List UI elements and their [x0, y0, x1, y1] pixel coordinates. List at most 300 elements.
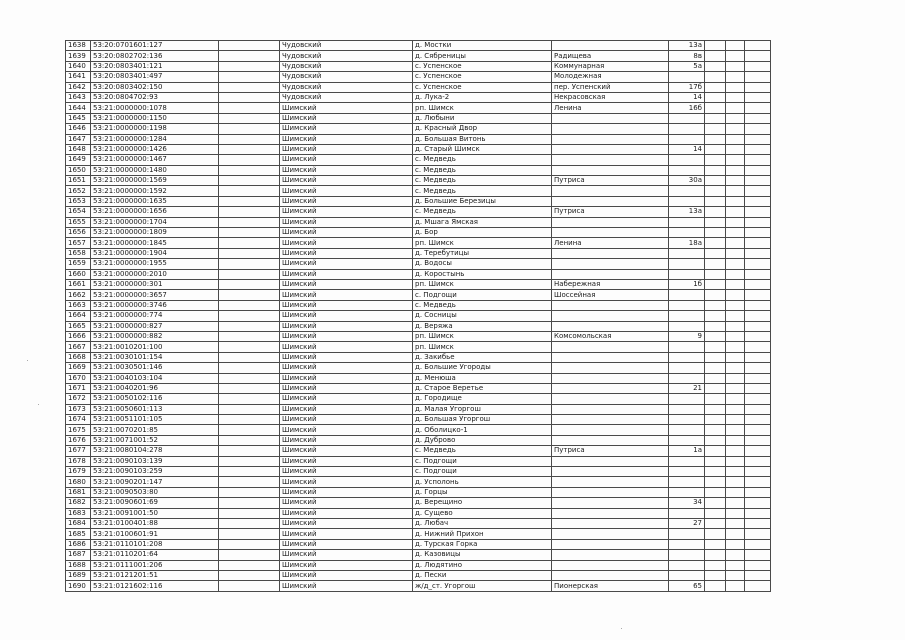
table-row: [66, 404, 771, 414]
settlement-cell: с. Медведь: [413, 300, 552, 310]
cadastral-number-cell: 53:21:0051101:105: [91, 415, 219, 425]
row-number-cell: 1686: [66, 539, 91, 549]
house-number-cell: 5а: [669, 61, 705, 71]
empty-cell: [745, 82, 771, 92]
blank-cell: [219, 404, 280, 414]
table-row: [66, 155, 771, 165]
street-cell: [552, 456, 669, 466]
district-cell: Шимский: [280, 165, 413, 175]
settlement-cell: д. Малая Угоргош: [413, 404, 552, 414]
empty-cell: [745, 560, 771, 570]
empty-cell: [705, 415, 726, 425]
settlement-cell: с. Медведь: [413, 165, 552, 175]
cadastral-number-cell: 53:21:0090103:259: [91, 467, 219, 477]
house-number-cell: 27: [669, 518, 705, 528]
house-number-cell: [669, 352, 705, 362]
street-cell: [552, 321, 669, 331]
house-number-cell: [669, 290, 705, 300]
empty-cell: [726, 518, 745, 528]
empty-cell: [745, 113, 771, 123]
row-number-cell: 1683: [66, 508, 91, 518]
house-number-cell: 1а: [669, 446, 705, 456]
district-cell: Шимский: [280, 508, 413, 518]
cadastral-number-cell: 53:21:0000000:1904: [91, 248, 219, 258]
row-number-cell: 1687: [66, 550, 91, 560]
street-cell: [552, 529, 669, 539]
blank-cell: [219, 394, 280, 404]
blank-cell: [219, 248, 280, 258]
cadastral-number-cell: 53:21:0000000:2010: [91, 269, 219, 279]
blank-cell: [219, 186, 280, 196]
row-number-cell: 1659: [66, 259, 91, 269]
row-number-cell: 1682: [66, 498, 91, 508]
cadastral-number-cell: 53:21:0000000:1845: [91, 238, 219, 248]
table-row: [66, 134, 771, 144]
empty-cell: [726, 290, 745, 300]
district-cell: Шимский: [280, 269, 413, 279]
empty-cell: [726, 92, 745, 102]
cadastral-number-cell: 53:21:0030501:146: [91, 363, 219, 373]
district-cell: Шимский: [280, 196, 413, 206]
row-number-cell: 1677: [66, 446, 91, 456]
blank-cell: [219, 477, 280, 487]
blank-cell: [219, 176, 280, 186]
settlement-cell: рп. Шимск: [413, 279, 552, 289]
blank-cell: [219, 238, 280, 248]
blank-cell: [219, 72, 280, 82]
street-cell: Некрасовская: [552, 92, 669, 102]
empty-cell: [726, 51, 745, 61]
row-number-cell: 1649: [66, 155, 91, 165]
district-cell: Шимский: [280, 279, 413, 289]
row-number-cell: 1647: [66, 134, 91, 144]
table-row: [66, 279, 771, 289]
house-number-cell: [669, 456, 705, 466]
blank-cell: [219, 228, 280, 238]
cadastral-number-cell: 53:21:0000000:1150: [91, 113, 219, 123]
district-cell: Шимский: [280, 176, 413, 186]
cadastral-number-cell: 53:21:0000000:1809: [91, 228, 219, 238]
blank-cell: [219, 415, 280, 425]
district-cell: Шимский: [280, 435, 413, 445]
table-row: [66, 41, 771, 51]
house-number-cell: [669, 155, 705, 165]
empty-cell: [726, 103, 745, 113]
settlement-cell: рп. Шимск: [413, 103, 552, 113]
cadastral-number-cell: 53:21:0090503:80: [91, 487, 219, 497]
house-number-cell: 14: [669, 144, 705, 154]
settlement-cell: с. Медведь: [413, 186, 552, 196]
row-number-cell: 1667: [66, 342, 91, 352]
district-cell: Шимский: [280, 570, 413, 580]
blank-cell: [219, 113, 280, 123]
empty-cell: [745, 363, 771, 373]
empty-cell: [705, 498, 726, 508]
empty-cell: [745, 425, 771, 435]
row-number-cell: 1639: [66, 51, 91, 61]
house-number-cell: [669, 373, 705, 383]
empty-cell: [745, 228, 771, 238]
district-cell: Шимский: [280, 550, 413, 560]
house-number-cell: 9: [669, 331, 705, 341]
blank-cell: [219, 570, 280, 580]
house-number-cell: [669, 269, 705, 279]
cadastral-number-cell: 53:21:0121602:116: [91, 581, 219, 591]
district-cell: Чудовский: [280, 82, 413, 92]
house-number-cell: [669, 467, 705, 477]
cadastral-number-cell: 53:21:0110101:208: [91, 539, 219, 549]
table-row: [66, 217, 771, 227]
settlement-cell: с. Медведь: [413, 207, 552, 217]
house-number-cell: [669, 342, 705, 352]
row-number-cell: 1657: [66, 238, 91, 248]
empty-cell: [705, 446, 726, 456]
settlement-cell: д. Бор: [413, 228, 552, 238]
empty-cell: [745, 446, 771, 456]
empty-cell: [705, 113, 726, 123]
empty-cell: [745, 259, 771, 269]
settlement-cell: д. Сосницы: [413, 311, 552, 321]
empty-cell: [745, 238, 771, 248]
street-cell: [552, 498, 669, 508]
row-number-cell: 1666: [66, 331, 91, 341]
blank-cell: [219, 321, 280, 331]
empty-cell: [726, 508, 745, 518]
district-cell: Шимский: [280, 155, 413, 165]
empty-cell: [705, 228, 726, 238]
blank-cell: [219, 487, 280, 497]
street-cell: [552, 373, 669, 383]
settlement-cell: д. Лука-2: [413, 92, 552, 102]
row-number-cell: 1641: [66, 72, 91, 82]
settlement-cell: д. Казовицы: [413, 550, 552, 560]
settlement-cell: рп. Шимск: [413, 238, 552, 248]
house-number-cell: 18а: [669, 238, 705, 248]
empty-cell: [726, 259, 745, 269]
row-number-cell: 1672: [66, 394, 91, 404]
blank-cell: [219, 124, 280, 134]
settlement-cell: д. Красный Двор: [413, 124, 552, 134]
blank-cell: [219, 279, 280, 289]
district-cell: Шимский: [280, 321, 413, 331]
table-row: [66, 394, 771, 404]
district-cell: Шимский: [280, 238, 413, 248]
blank-cell: [219, 529, 280, 539]
table-row: [66, 539, 771, 549]
street-cell: [552, 41, 669, 51]
street-cell: [552, 363, 669, 373]
street-cell: [552, 435, 669, 445]
settlement-cell: д. Пески: [413, 570, 552, 580]
empty-cell: [726, 238, 745, 248]
house-number-cell: [669, 539, 705, 549]
empty-cell: [745, 435, 771, 445]
blank-cell: [219, 539, 280, 549]
settlement-cell: ж/д_ст. Угоргош: [413, 581, 552, 591]
house-number-cell: [669, 529, 705, 539]
scan-speck: [38, 404, 39, 405]
district-cell: Шимский: [280, 290, 413, 300]
table-row: [66, 456, 771, 466]
empty-cell: [726, 415, 745, 425]
street-cell: Коммунарная: [552, 61, 669, 71]
empty-cell: [705, 279, 726, 289]
street-cell: [552, 342, 669, 352]
district-cell: Шимский: [280, 331, 413, 341]
empty-cell: [726, 72, 745, 82]
empty-cell: [705, 518, 726, 528]
table-row: [66, 446, 771, 456]
table-row: [66, 61, 771, 71]
cadastral-number-cell: 53:21:0091001:50: [91, 508, 219, 518]
empty-cell: [726, 165, 745, 175]
settlement-cell: д. Дуброво: [413, 435, 552, 445]
empty-cell: [726, 550, 745, 560]
empty-cell: [705, 311, 726, 321]
street-cell: [552, 134, 669, 144]
cadastral-number-cell: 53:21:0100401:88: [91, 518, 219, 528]
house-number-cell: [669, 394, 705, 404]
street-cell: [552, 394, 669, 404]
empty-cell: [705, 92, 726, 102]
empty-cell: [705, 217, 726, 227]
cadastral-number-cell: 53:21:0111001:206: [91, 560, 219, 570]
house-number-cell: 8в: [669, 51, 705, 61]
street-cell: [552, 560, 669, 570]
row-number-cell: 1663: [66, 300, 91, 310]
empty-cell: [705, 103, 726, 113]
empty-cell: [745, 165, 771, 175]
row-number-cell: 1678: [66, 456, 91, 466]
empty-cell: [745, 518, 771, 528]
house-number-cell: 1б: [669, 279, 705, 289]
empty-cell: [745, 539, 771, 549]
settlement-cell: д. Теребутицы: [413, 248, 552, 258]
blank-cell: [219, 550, 280, 560]
table-row: [66, 72, 771, 82]
house-number-cell: [669, 487, 705, 497]
empty-cell: [705, 529, 726, 539]
settlement-cell: д. Водосы: [413, 259, 552, 269]
row-number-cell: 1688: [66, 560, 91, 570]
empty-cell: [705, 560, 726, 570]
street-cell: [552, 165, 669, 175]
empty-cell: [705, 581, 726, 591]
blank-cell: [219, 61, 280, 71]
district-cell: Чудовский: [280, 41, 413, 51]
scan-speck: [621, 628, 622, 629]
house-number-cell: [669, 321, 705, 331]
empty-cell: [726, 425, 745, 435]
table-row: [66, 352, 771, 362]
empty-cell: [726, 248, 745, 258]
blank-cell: [219, 342, 280, 352]
empty-cell: [705, 487, 726, 497]
cadastral-number-cell: 53:20:0804702:93: [91, 92, 219, 102]
district-cell: Шимский: [280, 186, 413, 196]
district-cell: Шимский: [280, 498, 413, 508]
district-cell: Шимский: [280, 394, 413, 404]
empty-cell: [726, 352, 745, 362]
empty-cell: [705, 477, 726, 487]
table-row: [66, 186, 771, 196]
empty-cell: [726, 331, 745, 341]
empty-cell: [705, 435, 726, 445]
table-row: [66, 144, 771, 154]
empty-cell: [705, 155, 726, 165]
empty-cell: [726, 311, 745, 321]
district-cell: Шимский: [280, 124, 413, 134]
row-number-cell: 1643: [66, 92, 91, 102]
cadastral-number-cell: 53:20:0803402:150: [91, 82, 219, 92]
settlement-cell: рп. Шимск: [413, 342, 552, 352]
cadastral-number-cell: 53:21:0000000:1569: [91, 176, 219, 186]
settlement-cell: д. Мостки: [413, 41, 552, 51]
row-number-cell: 1658: [66, 248, 91, 258]
empty-cell: [726, 82, 745, 92]
empty-cell: [726, 487, 745, 497]
cadastral-number-cell: 53:21:0000000:1704: [91, 217, 219, 227]
street-cell: [552, 539, 669, 549]
empty-cell: [705, 394, 726, 404]
blank-cell: [219, 207, 280, 217]
cadastral-number-cell: 53:21:0000000:827: [91, 321, 219, 331]
empty-cell: [726, 124, 745, 134]
settlement-cell: д. Нижний Прихон: [413, 529, 552, 539]
house-number-cell: 14: [669, 92, 705, 102]
street-cell: [552, 518, 669, 528]
district-cell: Шимский: [280, 404, 413, 414]
blank-cell: [219, 467, 280, 477]
house-number-cell: [669, 363, 705, 373]
empty-cell: [745, 331, 771, 341]
table-row: [66, 103, 771, 113]
district-cell: Шимский: [280, 248, 413, 258]
settlement-cell: д. Веряжа: [413, 321, 552, 331]
cadastral-number-cell: 53:21:0110201:64: [91, 550, 219, 560]
cadastral-number-cell: 53:21:0000000:882: [91, 331, 219, 341]
empty-cell: [745, 581, 771, 591]
table-row: [66, 321, 771, 331]
street-cell: [552, 196, 669, 206]
row-number-cell: 1674: [66, 415, 91, 425]
empty-cell: [745, 529, 771, 539]
blank-cell: [219, 165, 280, 175]
empty-cell: [705, 165, 726, 175]
blank-cell: [219, 518, 280, 528]
row-number-cell: 1651: [66, 176, 91, 186]
cadastral-number-cell: 53:21:0000000:1426: [91, 144, 219, 154]
row-number-cell: 1648: [66, 144, 91, 154]
settlement-cell: д. Любыни: [413, 113, 552, 123]
settlement-cell: д. Городище: [413, 394, 552, 404]
empty-cell: [745, 134, 771, 144]
street-cell: [552, 467, 669, 477]
row-number-cell: 1650: [66, 165, 91, 175]
cadastral-number-cell: 53:21:0000000:301: [91, 279, 219, 289]
empty-cell: [745, 279, 771, 289]
cadastral-number-cell: 53:21:0000000:1284: [91, 134, 219, 144]
house-number-cell: [669, 311, 705, 321]
blank-cell: [219, 92, 280, 102]
cadastral-number-cell: 53:21:0050102:116: [91, 394, 219, 404]
street-cell: [552, 477, 669, 487]
empty-cell: [705, 269, 726, 279]
table-row: [66, 176, 771, 186]
street-cell: [552, 550, 669, 560]
table-row: [66, 165, 771, 175]
row-number-cell: 1676: [66, 435, 91, 445]
street-cell: Пионерская: [552, 581, 669, 591]
district-cell: Шимский: [280, 352, 413, 362]
empty-cell: [726, 467, 745, 477]
street-cell: [552, 570, 669, 580]
district-cell: Чудовский: [280, 61, 413, 71]
street-cell: [552, 425, 669, 435]
district-cell: Шимский: [280, 207, 413, 217]
settlement-cell: с. Успенское: [413, 72, 552, 82]
street-cell: [552, 508, 669, 518]
row-number-cell: 1669: [66, 363, 91, 373]
row-number-cell: 1670: [66, 373, 91, 383]
empty-cell: [745, 124, 771, 134]
cadastral-number-cell: 53:21:0010201:100: [91, 342, 219, 352]
empty-cell: [726, 176, 745, 186]
street-cell: [552, 269, 669, 279]
empty-cell: [726, 570, 745, 580]
district-cell: Шимский: [280, 446, 413, 456]
street-cell: [552, 248, 669, 258]
blank-cell: [219, 352, 280, 362]
cadastral-number-cell: 53:21:0121201:51: [91, 570, 219, 580]
street-cell: [552, 487, 669, 497]
table-row: [66, 124, 771, 134]
table-row: [66, 383, 771, 393]
settlement-cell: д. Верещино: [413, 498, 552, 508]
house-number-cell: [669, 72, 705, 82]
district-cell: Шимский: [280, 300, 413, 310]
settlement-cell: д. Большая Угоргош: [413, 415, 552, 425]
empty-cell: [745, 508, 771, 518]
row-number-cell: 1638: [66, 41, 91, 51]
empty-cell: [705, 539, 726, 549]
empty-cell: [705, 144, 726, 154]
district-cell: Шимский: [280, 103, 413, 113]
street-cell: Молодежная: [552, 72, 669, 82]
settlement-cell: д. Горцы: [413, 487, 552, 497]
empty-cell: [705, 72, 726, 82]
street-cell: [552, 113, 669, 123]
table-row: [66, 238, 771, 248]
row-number-cell: 1645: [66, 113, 91, 123]
street-cell: пер. Успенский: [552, 82, 669, 92]
blank-cell: [219, 217, 280, 227]
street-cell: Путриса: [552, 207, 669, 217]
table-row: [66, 518, 771, 528]
street-cell: Набережная: [552, 279, 669, 289]
empty-cell: [745, 248, 771, 258]
cadastral-number-cell: 53:21:0000000:1592: [91, 186, 219, 196]
cadastral-number-cell: 53:21:0090601:69: [91, 498, 219, 508]
blank-cell: [219, 435, 280, 445]
empty-cell: [726, 581, 745, 591]
table-row: [66, 248, 771, 258]
row-number-cell: 1660: [66, 269, 91, 279]
empty-cell: [726, 342, 745, 352]
empty-cell: [726, 134, 745, 144]
empty-cell: [705, 134, 726, 144]
empty-cell: [705, 51, 726, 61]
